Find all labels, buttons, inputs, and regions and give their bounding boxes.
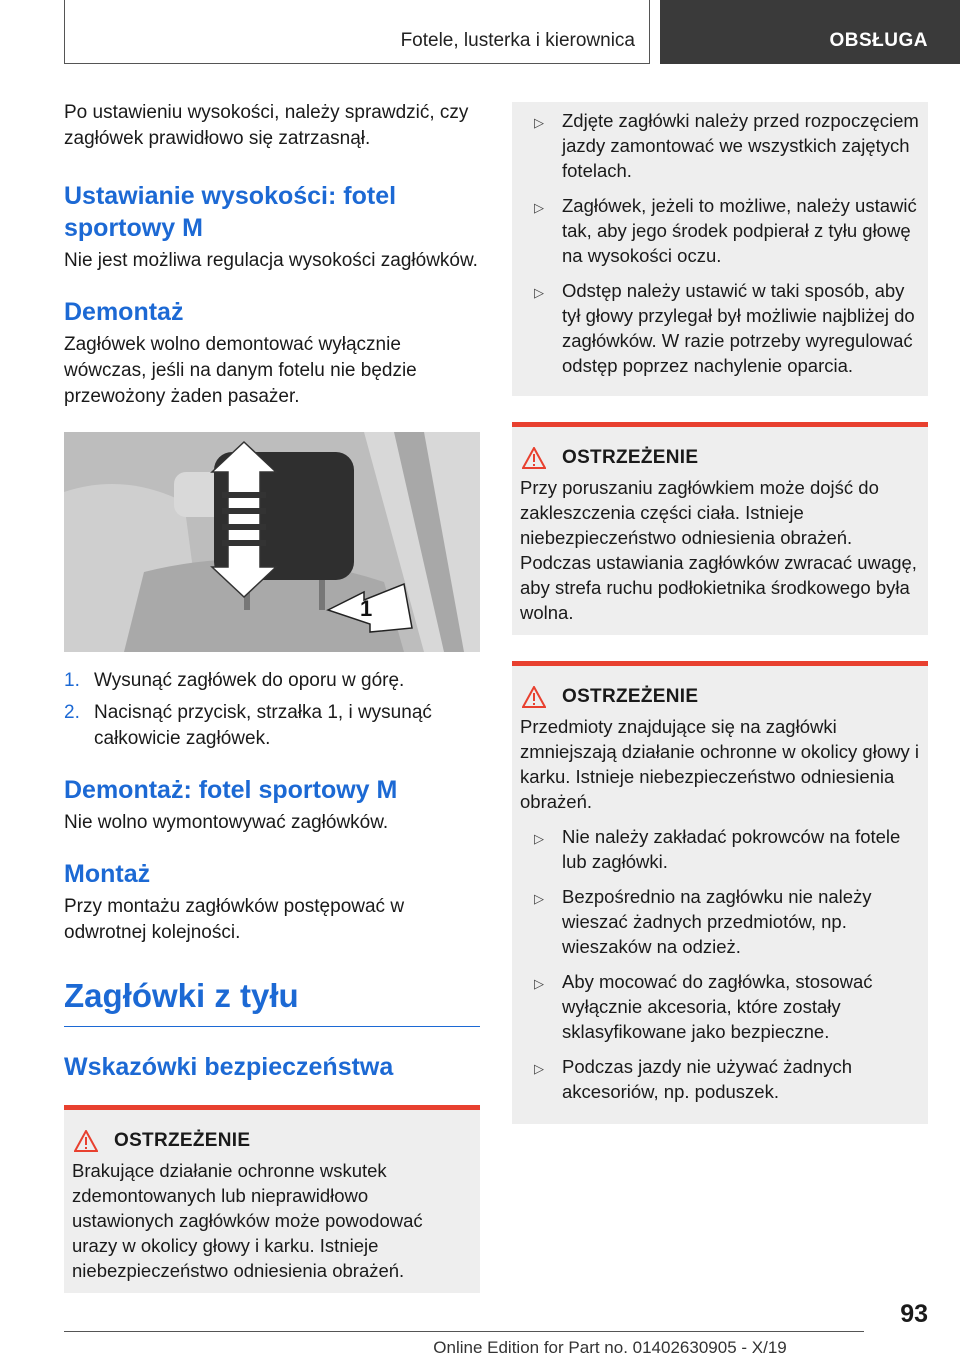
warning-text: Przy poruszaniu zagłówkiem może dojść do zakleszczenia części ciała. Istnieje niebezpieczeństwo odniesienia obrażeń. Podczas ustawiania zagłówków zwracać uwagę, aby strefa ruchu podłokietnika środkowego była wolna. <box>520 477 917 623</box>
warning-box <box>64 1105 480 1293</box>
list-item <box>520 278 920 378</box>
triangle-bullet-icon: ▷ <box>534 285 544 300</box>
text-sport-height: Nie jest możliwa regulacja wysokości zagłówków. <box>64 250 478 271</box>
warning-header <box>74 1130 472 1152</box>
left-column <box>64 100 480 1293</box>
list-item <box>520 884 920 959</box>
list-item <box>520 969 920 1044</box>
warning-item-text: Bezpośrednio na zagłówku nie należy wieszać żadnych przedmiotów, np. wieszaków na odzież. <box>562 886 872 957</box>
heading-rear-headrests: Zagłówki z tyłu <box>64 977 299 1014</box>
footer <box>0 1338 960 1358</box>
footer-text: Online Edition for Part no. 01402630905 - X/19 <box>433 1338 787 1357</box>
warning-title: OSTRZEŻENIE <box>114 1130 251 1151</box>
heading-demontaz-sport: Demontaż: fotel sportowy M <box>64 776 398 804</box>
note-text: Zagłówek, jeżeli to możliwe, należy ustawić tak, aby jego środek podpierał z tyłu głowę na wysokości oczu. <box>562 195 917 266</box>
step-number: 2. <box>64 702 80 723</box>
page-number: 93 <box>900 1300 928 1328</box>
warning-item-text: Nie należy zakładać pokrowców na fotele lub zagłówki. <box>562 826 901 872</box>
triangle-bullet-icon: ▷ <box>534 1061 544 1076</box>
heading-montaz: Montaż <box>64 860 151 888</box>
triangle-bullet-icon: ▷ <box>534 115 544 130</box>
warning-text: Brakujące działanie ochronne wskutek zdemontowanych lub nieprawidłowo ustawionych zagłówków może powodować urazy w okolicy głowy i karku. Istnieje niebezpieczeństwo odniesienia obrażeń. <box>72 1160 423 1281</box>
header-section-tab <box>660 0 960 64</box>
warning-header <box>522 447 920 469</box>
warning-triangle-icon <box>522 686 546 708</box>
warning-item-text: Aby mocować do zagłówka, stosować wyłącznie akcesoria, które zostały sklasyfikowane jako bezpieczne. <box>562 971 873 1042</box>
warning-title: OSTRZEŻENIE <box>562 447 699 468</box>
list-item <box>520 108 920 183</box>
text-demontaz: Zagłówek wolno demontować wyłącznie wówczas, jeśli na danym fotelu nie będzie przewożony żaden pasażer. <box>64 334 417 407</box>
step-text: Wysunąć zagłówek do oporu w górę. <box>94 670 405 691</box>
warning-box-pinch <box>512 422 928 635</box>
triangle-bullet-icon: ▷ <box>534 891 544 906</box>
triangle-bullet-icon: ▷ <box>534 831 544 846</box>
steps-list <box>64 668 480 752</box>
list-item <box>64 700 480 752</box>
triangle-bullet-icon: ▷ <box>534 976 544 991</box>
note-text: Odstęp należy ustawić w taki sposób, aby tył głowy przylegał był możliwie najbliżej do zagłówków. W razie potrzeby wyregulować odstęp poprzez nachylenie oparcia. <box>562 280 915 376</box>
heading-sport-height: Ustawianie wysokości: fotel sportowy M <box>64 182 397 242</box>
chapter-title: Fotele, lusterka i kierownica <box>400 30 635 51</box>
notes-list <box>520 108 920 378</box>
notes-box <box>512 102 928 396</box>
section-title: OBSŁUGA <box>829 30 928 51</box>
header-chapter-box <box>64 0 650 64</box>
warning-text: Przedmioty znajdujące się na zagłówki zmniejszają działanie ochronne w okolicy głowy i karku. Istnieje niebezpieczeństwo odniesienia obrażeń. <box>520 716 919 812</box>
warning-header <box>522 686 920 708</box>
heading-demontaz: Demontaż <box>64 298 184 326</box>
list-item <box>64 668 480 694</box>
text-demontaz-sport: Nie wolno wymontowywać zagłówków. <box>64 812 389 833</box>
text-montaz: Przy montażu zagłówków postępować w odwrotnej kolejności. <box>64 896 405 943</box>
list-item <box>520 824 920 874</box>
right-column <box>512 102 928 1124</box>
warning-box-objects <box>512 661 928 1124</box>
photo-callout-number: 1 <box>360 596 373 621</box>
step-number: 1. <box>64 670 80 691</box>
note-text: Zdjęte zagłówki należy przed rozpoczęciem jazdy zamontować we wszystkich zajętych fotelach. <box>562 110 919 181</box>
list-item <box>520 1054 920 1104</box>
warning-title: OSTRZEŻENIE <box>562 686 699 707</box>
heading-rule <box>64 1026 480 1027</box>
heading-safety: Wskazówki bezpieczeństwa <box>64 1053 394 1081</box>
warning-triangle-icon <box>522 447 546 469</box>
step-text: Nacisnąć przycisk, strzałka 1, i wysunąć całkowicie zagłówek. <box>94 702 432 749</box>
warning-triangle-icon <box>74 1130 98 1152</box>
warning-list <box>520 824 920 1104</box>
headrest-photo <box>64 432 480 652</box>
footer-rule <box>64 1331 864 1332</box>
warning-item-text: Podczas jazdy nie używać żadnych akcesoriów, np. poduszek. <box>562 1056 852 1102</box>
list-item <box>520 193 920 268</box>
intro-text: Po ustawieniu wysokości, należy sprawdzić, czy zagłówek prawidłowo się zatrzasnął. <box>64 102 469 149</box>
triangle-bullet-icon: ▷ <box>534 200 544 215</box>
